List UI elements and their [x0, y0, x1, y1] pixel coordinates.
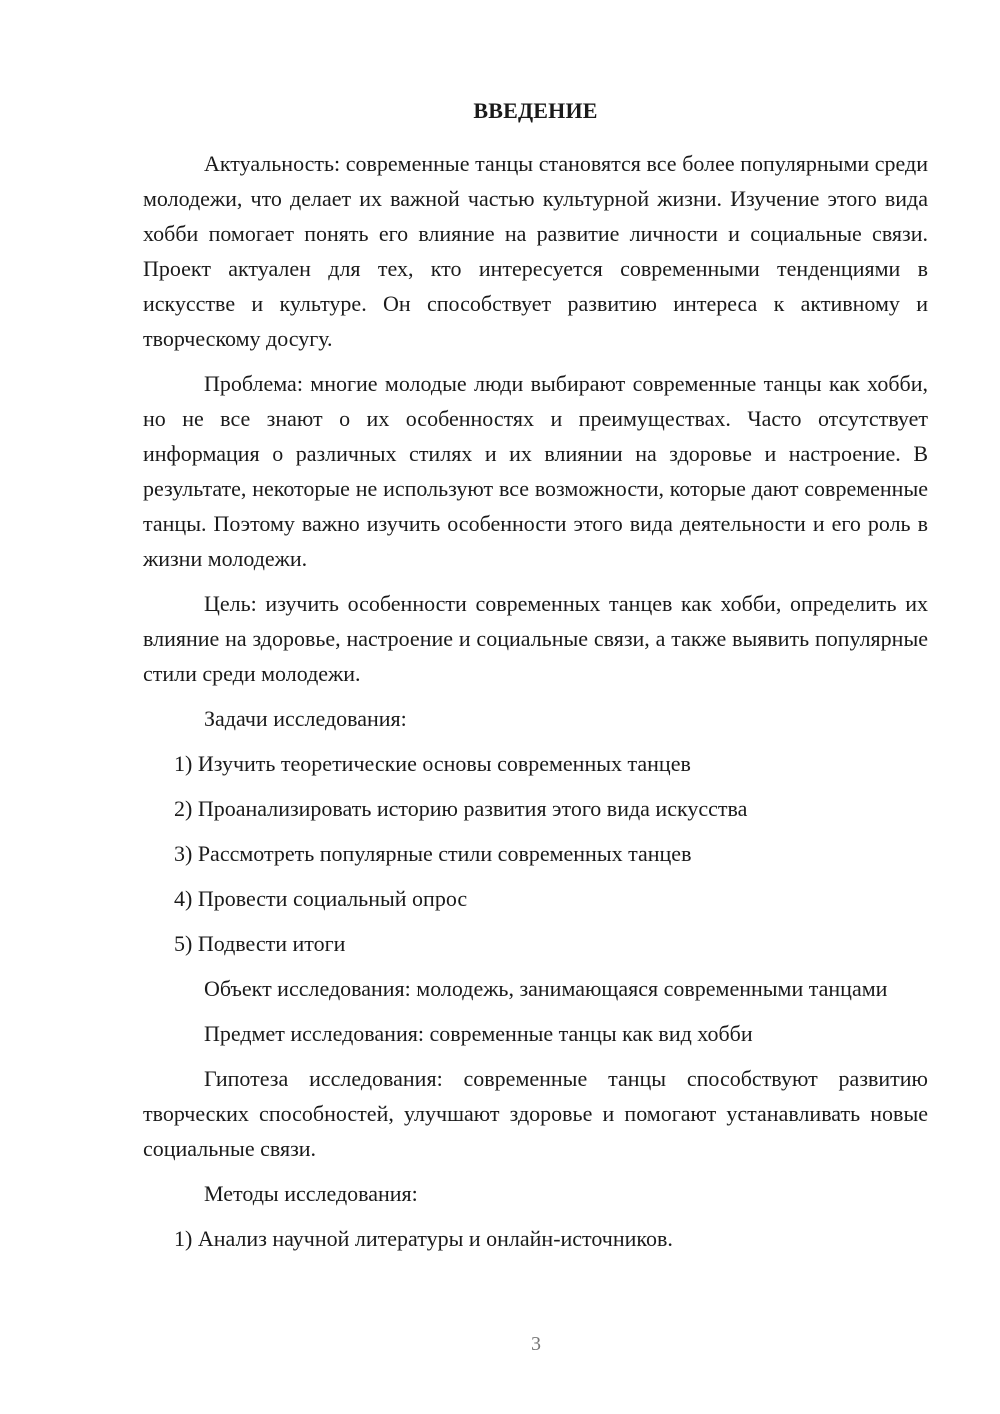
- methods-label: Методы исследования:: [204, 1181, 418, 1206]
- task-item-4: 4) Провести социальный опрос: [174, 886, 468, 911]
- page-number: 3: [531, 1333, 541, 1355]
- relevance-paragraph: Актуальность: современные танцы становятся все более популярными среди молодежи, что делает их важной частью культурной жизни. Изучение этого вида хобби помогает понять его влияние на развитие личности и социальные связи. Проект актуален для тех, кто интересуется современными тенденциями в искусстве и культуре. Он способствует развитию интереса к активному и творческому досугу.: [143, 151, 928, 351]
- task-item-3: 3) Рассмотреть популярные стили современных танцев: [174, 841, 692, 866]
- subject-paragraph: Предмет исследования: современные танцы как вид хобби: [204, 1021, 753, 1046]
- problem-paragraph: Проблема: многие молодые люди выбирают современные танцы как хобби, но не все знают о их особенностях и преимуществах. Часто отсутствует информация о различных стилях и их влиянии на здоровье и настроение. В результате, некоторые не используют все возможности, которые дают современные танцы. Поэтому важно изучить особенности этого вида деятельности и его роль в жизни молодежи.: [143, 371, 928, 571]
- page-title: ВВЕДЕНИЕ: [473, 98, 598, 123]
- hypothesis-paragraph: Гипотеза исследования: современные танцы способствуют развитию творческих способностей, улучшают здоровье и помогают устанавливать новые социальные связи.: [143, 1066, 928, 1161]
- goal-paragraph: Цель: изучить особенности современных танцев как хобби, определить их влияние на здоровье, настроение и социальные связи, а также выявить популярные стили среди молодежи.: [143, 591, 928, 686]
- task-item-5: 5) Подвести итоги: [174, 931, 346, 956]
- task-item-2: 2) Проанализировать историю развития этого вида искусства: [174, 796, 748, 821]
- document-page: [143, 96, 928, 1266]
- tasks-label: Задачи исследования:: [204, 706, 407, 731]
- task-item-1: 1) Изучить теоретические основы современных танцев: [174, 751, 691, 776]
- method-item-1: 1) Анализ научной литературы и онлайн-источников.: [174, 1226, 673, 1251]
- object-paragraph: Объект исследования: молодежь, занимающаяся современными танцами: [204, 976, 888, 1001]
